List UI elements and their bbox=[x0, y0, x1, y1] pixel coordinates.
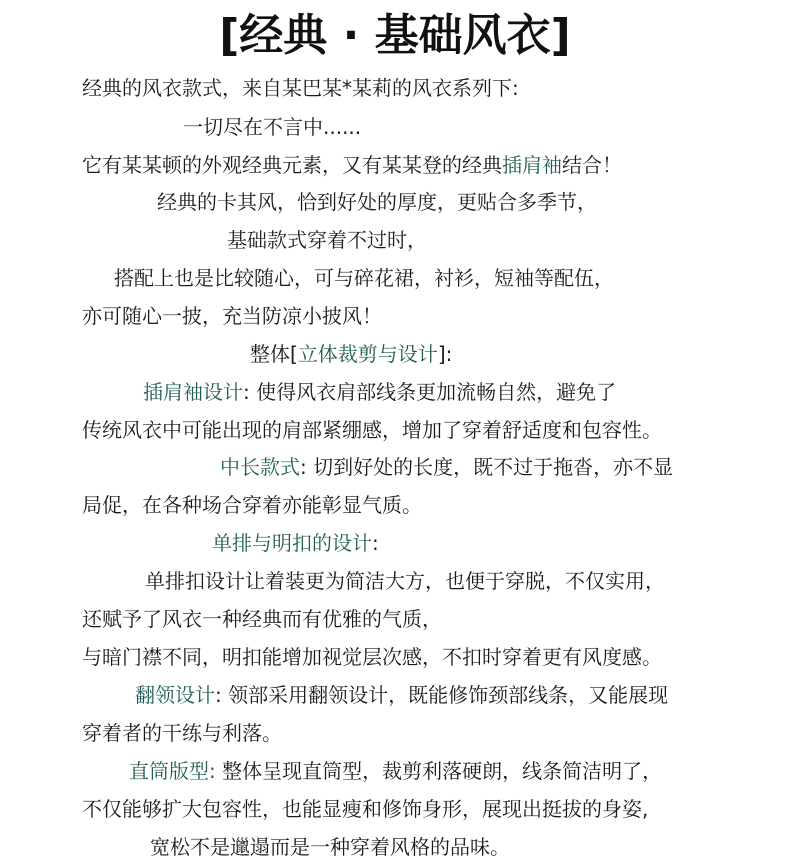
intro-line-1: 经典的风衣款式，来自某巴某*某莉的风衣系列下: bbox=[82, 76, 519, 100]
intro-line-2: 一切尽在不言中...... bbox=[183, 115, 362, 139]
collar-line-1 bbox=[135, 681, 668, 709]
buttons-colon: : bbox=[372, 531, 379, 555]
overall-heading-post: ]: bbox=[437, 342, 453, 366]
midlength-label: 中长款式 bbox=[220, 455, 300, 479]
raglan-sleeve-highlight: 插肩袖 bbox=[502, 153, 562, 177]
buttons-label: 单排与明扣的设计 bbox=[212, 531, 372, 555]
midlength-line-1 bbox=[220, 453, 673, 481]
intro-line-3 bbox=[82, 151, 622, 179]
silhouette-line-3: 宽松不是邋遢而是一种穿着风格的品味。 bbox=[150, 835, 510, 859]
midlength-text-1: : 切到好处的长度，既不过于拖沓，亦不显 bbox=[300, 455, 674, 479]
silhouette-line-2: 不仅能够扩大包容性，也能显瘦和修饰身形，展现出挺拔的身姿, bbox=[82, 797, 649, 821]
intro-line-7: 亦可随心一披，充当防凉小披风！ bbox=[82, 304, 382, 328]
raglan-line-1 bbox=[143, 378, 616, 406]
intro-line-4: 经典的卡其风，恰到好处的厚度，更贴合多季节， bbox=[157, 190, 597, 214]
buttons-line-3: 与暗门襟不同，明扣能增加视觉层次感，不扣时穿着更有风度感。 bbox=[82, 645, 662, 669]
overall-heading-highlight: 立体裁剪与设计 bbox=[297, 342, 438, 366]
overall-heading bbox=[250, 340, 452, 368]
intro-line-3-end: 结合！ bbox=[562, 153, 622, 177]
overall-heading-pre: 整体[ bbox=[250, 342, 298, 366]
raglan-label: 插肩袖设计 bbox=[143, 380, 243, 404]
collar-label: 翻领设计 bbox=[135, 683, 215, 707]
midlength-line-2: 局促，在各种场合穿着亦能彰显气质。 bbox=[82, 493, 422, 517]
collar-line-2: 穿着者的干练与利落。 bbox=[82, 721, 282, 745]
silhouette-label: 直筒版型: bbox=[129, 759, 216, 783]
silhouette-text-1: 整体呈现直筒型，裁剪利落硬朗，线条简洁明了， bbox=[215, 759, 663, 783]
raglan-line-2: 传统风衣中可能出现的肩部紧绷感，增加了穿着舒适度和包容性。 bbox=[82, 418, 662, 442]
collar-text-1: : 领部采用翻领设计，既能修饰颈部线条，又能展现 bbox=[215, 683, 669, 707]
page-title: [经典 · 基础风衣] bbox=[219, 10, 571, 61]
intro-line-6: 搭配上也是比较随心，可与碎花裙，衬衫，短袖等配伍， bbox=[114, 266, 614, 290]
intro-line-5: 基础款式穿着不过时， bbox=[227, 228, 427, 252]
silhouette-line-1 bbox=[129, 757, 662, 785]
buttons-heading bbox=[212, 529, 379, 557]
raglan-text-1: : 使得风衣肩部线条更加流畅自然，避免了 bbox=[243, 380, 617, 404]
buttons-line-2: 还赋予了风衣一种经典而有优雅的气质， bbox=[82, 607, 442, 631]
intro-line-3-text: 它有某某顿的外观经典元素，又有某某登的经典 bbox=[82, 153, 502, 177]
buttons-line-1: 单排扣设计让着装更为简洁大方，也便于穿脱，不仅实用， bbox=[145, 569, 665, 593]
